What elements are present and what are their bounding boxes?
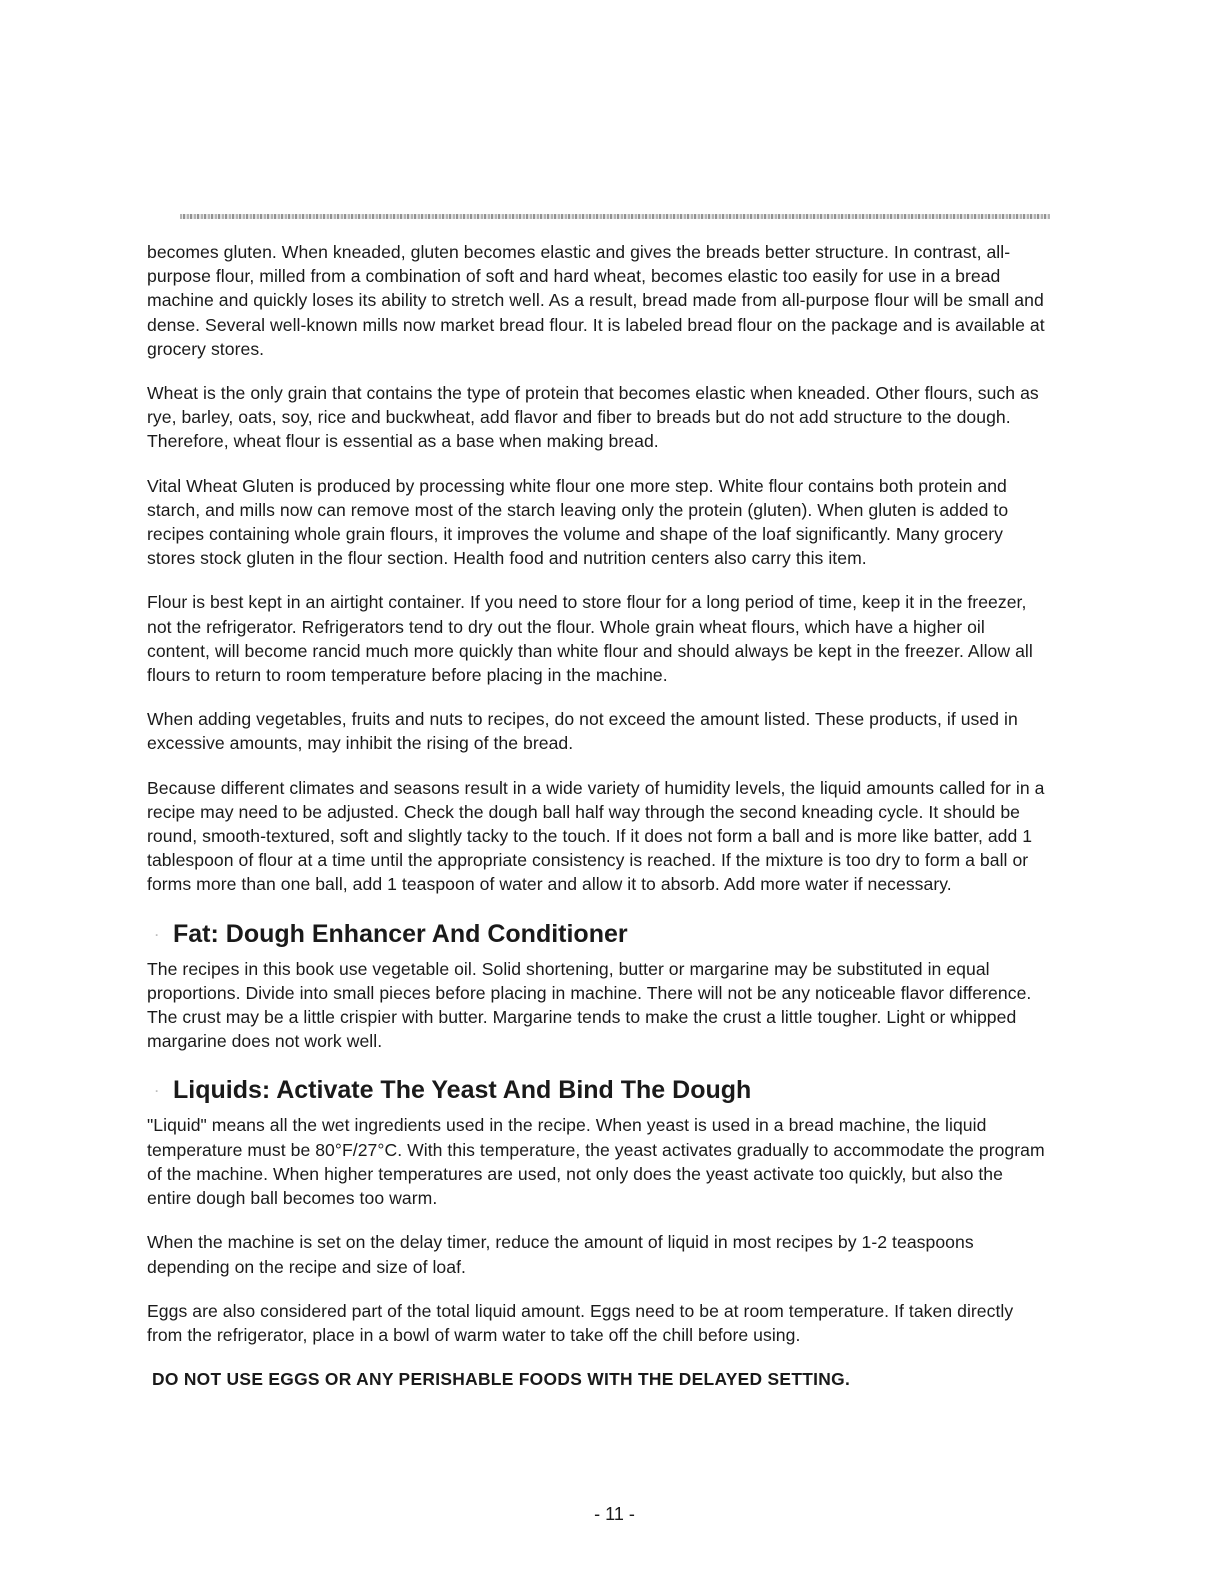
- paragraph-eggs: Eggs are also considered part of the total liquid amount. Eggs need to be at room temperature. If taken directly from the refrigerator, place in a bowl of warm water to take off the chill before using.: [147, 1300, 1014, 1345]
- liquids-section-heading: [147, 1075, 1047, 1105]
- liquids-heading-text: Liquids: Activate The Yeast And Bind The Dough: [173, 1076, 752, 1105]
- page-content: [147, 240, 1047, 1391]
- paragraph-humidity: Because different climates and seasons result in a wide variety of humidity levels, the liquid amounts called for in a recipe may need to be adjusted. Check the dough ball half way through the second kneading cycle. It should be round, smooth-textured, soft and slightly tacky to the touch. If it does not form a ball and is more like batter, add 1 tablespoon of flour at a time until the appropriate consistency is reached. If the mixture is too dry to form a ball or forms more than one ball, add 1 teaspoon of water and allow it to absorb. Add more water if necessary.: [147, 777, 1045, 895]
- paragraph-fat: The recipes in this book use vegetable oil. Solid shortening, butter or margarine may be substituted in equal proportions. Divide into small pieces before placing in machine. There will not be any noticeable flavor difference. The crust may be a little crispier with butter. Margarine tends to make the crust a little tougher. Light or whipped margarine does not work well.: [147, 958, 1032, 1052]
- paragraph-flour-storage: Flour is best kept in an airtight container. If you need to store flour for a long period of time, keep it in the freezer, not the refrigerator. Refrigerators tend to dry out the flour. Whole grain wheat flours, which have a higher oil content, will become rancid much more quickly than white flour and should always be kept in the freezer. Allow all flours to return to room temperature before placing in the machine.: [147, 592, 1033, 686]
- paragraph-liquid-temperature: "Liquid" means all the wet ingredients used in the recipe. When yeast is used in a bread machine, the liquid temperature must be 80°F/27°C. With this temperature, the yeast activates gradually to accommodate the program of the machine. When higher temperatures are used, not only does the yeast activate too quickly, but also the entire dough ball becomes too warm.: [147, 1115, 1045, 1209]
- paragraph-wheat-protein: Wheat is the only grain that contains the type of protein that becomes elastic when kneaded. Other flours, such as rye, barley, oats, soy, rice and buckwheat, add flavor and fiber to breads but do not add structure to the dough. Therefore, wheat flour is essential as a base when making bread.: [147, 383, 1039, 452]
- fat-section-heading: [147, 919, 1047, 949]
- fat-heading-text: Fat: Dough Enhancer And Conditioner: [173, 919, 628, 948]
- paragraph-add-ins: When adding vegetables, fruits and nuts to recipes, do not exceed the amount listed. These products, if used in excessive amounts, may inhibit the rising of the bread.: [147, 709, 1018, 754]
- paragraph-gluten: becomes gluten. When kneaded, gluten becomes elastic and gives the breads better structure. In contrast, all-purpose flour, milled from a combination of soft and hard wheat, becomes elastic too easily for use in a bread machine and quickly loses its ability to stretch well. As a result, bread made from all-purpose flour will be small and dense. Several well-known mills now market bread flour. It is labeled bread flour on the package and is available at grocery stores.: [147, 242, 1045, 359]
- scan-artifact-rule: [180, 214, 1050, 219]
- page-number: - 11 -: [594, 1504, 635, 1524]
- paragraph-vital-wheat-gluten: Vital Wheat Gluten is produced by processing white flour one more step. White flour contains both protein and starch, and mills now can remove most of the starch leaving only the protein (gluten). When gluten is added to recipes containing whole grain flours, it improves the volume and shape of the loaf significantly. Many grocery stores stock gluten in the flour section. Health food and nutrition centers also carry this item.: [147, 475, 1009, 569]
- scan-speck-icon: ·: [155, 1084, 159, 1099]
- paragraph-delay-timer: When the machine is set on the delay timer, reduce the amount of liquid in most recipes by 1-2 teaspoons depending on the recipe and size of loaf.: [147, 1232, 974, 1277]
- delayed-setting-warning: DO NOT USE EGGS OR ANY PERISHABLE FOODS WITH THE DELAYED SETTING.: [152, 1369, 851, 1390]
- scan-speck-icon: ·: [155, 927, 159, 942]
